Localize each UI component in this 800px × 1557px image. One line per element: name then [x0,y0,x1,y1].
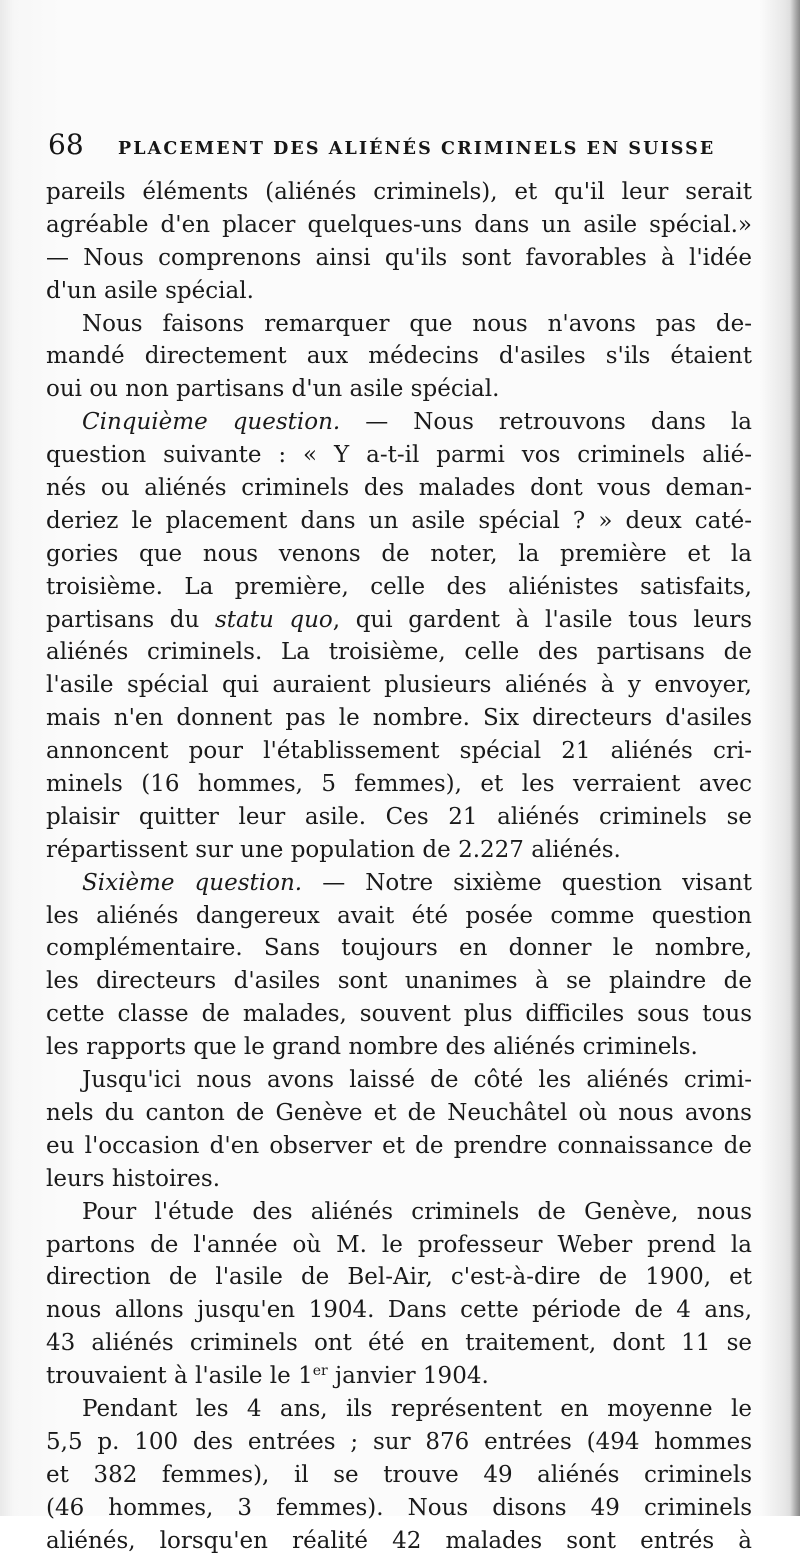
section-heading-cinquieme: Cinquième question. [82,409,341,436]
text-line: agréable d'en placer quelques-uns dans un asile spécial.» [46,211,752,238]
text-line: — Nous comprenons ainsi qu'ils sont favorables à l'idée [46,244,752,271]
text-fragment: trouvaient à l'asile le 1 [46,1363,313,1390]
text-line: complémentaire. Sans toujours en donner le nombre, [46,935,752,962]
text-line: répartissent sur une population de 2.227 aliénés. [46,836,621,863]
text-line: aliénés criminels. La troisième, celle des partisans de [46,639,752,666]
text-line: gories que nous venons de noter, la première et la [46,540,752,567]
text-line: minels (16 hommes, 5 femmes), et les verraient avec [46,771,752,798]
text-line [46,1360,752,1393]
text-line [46,406,752,439]
text-line: mais n'en donnent pas le nombre. Six directeurs d'asiles [46,705,752,732]
text-line: les rapports que le grand nombre des aliénés criminels. [46,1034,698,1061]
text-line: 43 aliénés criminels ont été en traitement, dont 11 se [46,1330,752,1357]
text-line: (46 hommes, 3 femmes). Nous disons 49 criminels [46,1494,752,1521]
text-line: eu l'occasion d'en observer et de prendre connaissance de [46,1132,752,1159]
text-line: Pour l'étude des aliénés criminels de Genève, nous [82,1198,752,1225]
text-fragment: , qui gardent à l'asile tous leurs [332,606,753,633]
text-line: Pendant les 4 ans, ils représentent en moyenne le [82,1395,752,1422]
text-line: cette classe de malades, souvent plus difficiles sous tous [46,1001,752,1028]
text-fragment: partisans du [46,606,200,633]
text-line: mandé directement aux médecins d'asiles s'ils étaient [46,343,752,370]
page-spine-shadow [790,0,800,1516]
text-line: 5,5 p. 100 des entrées ; sur 876 entrées (494 hommes [46,1428,752,1455]
text-fragment: janvier 1904. [327,1363,489,1390]
text-fragment: — Notre sixième question visant [322,869,753,896]
text-line: nels du canton de Genève et de Neuchâtel où nous avons [46,1099,752,1126]
running-head: PLACEMENT DES ALIÉNÉS CRIMINELS EN SUISSE [118,139,716,159]
text-line: d'un asile spécial. [46,277,254,304]
text-line: annoncent pour l'établissement spécial 21 aliénés cri- [46,738,752,765]
text-line: troisième. La première, celle des aliénistes satisfaits, [46,573,752,600]
bleed-through-text [120,88,720,128]
section-heading-sixieme: Sixième question. [82,869,303,896]
text-line: partons de l'année où M. le professeur Weber prend la [46,1231,752,1258]
text-line [46,867,752,900]
text-line: oui ou non partisans d'un asile spécial. [46,376,500,403]
text-line: question suivante : « Y a-t-il parmi vos criminels alié- [46,442,752,469]
superscript: er [312,1363,328,1380]
text-line: nés ou aliénés criminels des malades dont vous deman- [46,475,752,502]
em-dash: — [365,409,389,436]
body-text [46,176,752,1557]
text-line: et 382 femmes), il se trouve 49 aliénés criminels [46,1461,752,1488]
text-line: l'asile spécial qui auraient plusieurs aliénés à y envoyer, [46,672,752,699]
latin-phrase: statu quo [214,606,333,633]
text-line: pareils éléments (aliénés criminels), et qu'il leur serait [46,179,752,205]
page-number: 68 [48,128,84,161]
text-line: leurs histoires. [46,1165,221,1192]
text-line: direction de l'asile de Bel-Air, c'est-à-dire de 1900, et [46,1264,752,1291]
page-header [48,128,748,168]
text-line: plaisir quitter leur asile. Ces 21 aliénés criminels se [46,803,752,830]
text-line: Jusqu'ici nous avons laissé de côté les aliénés crimi- [82,1067,752,1094]
text-line [46,604,752,637]
text-line: Nous faisons remarquer que nous n'avons pas de- [82,310,752,337]
text-line: deriez le placement dans un asile spécial ? » deux caté- [46,507,752,534]
text-line: les aliénés dangereux avait été posée comme question [46,902,752,929]
text-line: aliénés, lorsqu'en réalité 42 malades sont entrés à [46,1527,752,1554]
text-fragment: Nous retrouvons dans la [413,409,753,436]
text-line: nous allons jusqu'en 1904. Dans cette période de 4 ans, [46,1297,752,1324]
text-line: les directeurs d'asiles sont unanimes à se plaindre de [46,968,752,995]
